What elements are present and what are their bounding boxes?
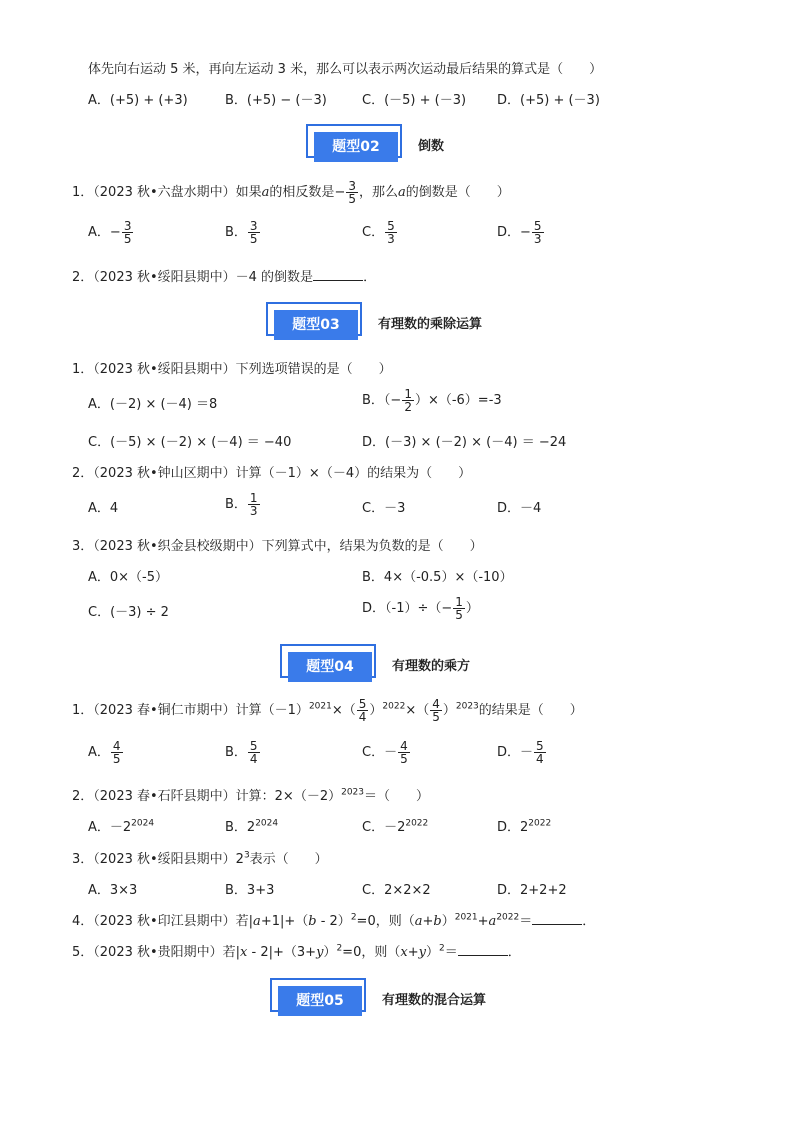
s03-question-2: 2．（2023 秋•钟山区期中）计算（－1）×（－4）的结果为（ ）	[72, 466, 472, 481]
fraction: $\frac{3}{5}$	[348, 179, 356, 206]
s04-question-5: 5．（2023 秋•贵阳期中）若$|x - 2|+(3+y)^2=0$，则$(x+y)^2=$ ．	[72, 943, 521, 960]
section-tag: 题型05	[278, 986, 362, 1016]
section-title: 有理数的乘除运算	[378, 317, 483, 332]
s04-q1-option-c: C．－ $\frac{4}{5}$	[362, 739, 408, 766]
section-tag: 题型03	[274, 310, 358, 340]
s04-q1-option-d: D．－ $\frac{5}{4}$	[497, 739, 544, 766]
s02-q1-option-b: B． $\frac{3}{5}$	[225, 219, 258, 246]
s03-q1-option-c: C．(－5) × (－2) × (－4) ＝ −40	[88, 435, 292, 450]
s04-q2-option-d: D．$2^{2022}$	[497, 818, 552, 835]
s04-question-2: 2．（2023 春•石阡县期中）计算：$2\times(-2)^{2023}=$（ ）	[72, 787, 430, 804]
s02-question-1: 1．（2023 秋•六盘水期中）如果a的相反数是− $\frac{3}{5}$ ，那么a的倒数是（ ）	[72, 179, 510, 206]
s03-q1-option-b: B．（− $\frac{1}{2}$ ）×（-6）=-3	[362, 387, 502, 414]
s02-q1-option-a: A．− $\frac{3}{5}$	[88, 219, 132, 246]
section-tag: 题型04	[288, 652, 372, 682]
s03-q3-option-b: B．4×（-0.5）×（-10）	[362, 570, 513, 585]
s03-q1-option-a: A．(－2) × (－4) ＝8	[88, 397, 218, 412]
intro-option-d: D．(+5) + (－3)	[497, 93, 600, 108]
s02-q1-option-d: D．− $\frac{5}{3}$	[497, 219, 542, 246]
intro-option-b: B．(+5) − (－3)	[225, 93, 327, 108]
section-tag: 题型02	[314, 132, 398, 162]
s04-q3-option-c: C．2×2×2	[362, 883, 431, 898]
s04-question-3: 3．（2023 秋•绥阳县期中）$2^3$表示（ ）	[72, 850, 328, 867]
s03-q2-option-c: C．－3	[362, 501, 406, 516]
s04-q2-option-a: A．$-2^{2024}$	[88, 818, 155, 835]
section-title: 有理数的乘方	[392, 659, 471, 674]
s04-question-1: 1．（2023 春•铜仁市期中）计算$(-1)^{2021}\times$（ $\frac{5}{4}$ ）$^{2022}$×（ $\frac{4}{5}$ ）$^{2023}$的结果是（ ）	[72, 697, 583, 724]
s04-q1-option-a: A． $\frac{4}{5}$	[88, 739, 121, 766]
intro-option-c: C．(－5) + (－3)	[362, 93, 467, 108]
s02-question-2: 2．（2023 秋•绥阳县期中）－4 的倒数是 ．	[72, 270, 377, 285]
s03-q3-option-d: D．（-1）÷（− $\frac{1}{5}$ ）	[362, 595, 479, 622]
s04-q3-option-a: A．3×3	[88, 883, 138, 898]
intro-option-a: A．(+5) + (+3)	[88, 93, 188, 108]
s04-question-4: 4．（2023 秋•印江县期中）若|a+1|+（b - 2）$^2$=0，则$(a+b)^{2021}+a^{2022}=$ ．	[72, 912, 596, 929]
intro-question: 体先向右运动 5 米，再向左运动 3 米，那么可以表示两次运动最后结果的算式是（ ）	[88, 62, 603, 77]
s04-q2-option-c: C．$-2^{2022}$	[362, 818, 429, 835]
s04-q2-option-b: B．$2^{2024}$	[225, 818, 279, 835]
s03-question-3: 3．（2023 秋•织金县校级期中）下列算式中，结果为负数的是（ ）	[72, 539, 483, 554]
section-title: 倒数	[418, 139, 445, 154]
s04-q3-option-b: B．3+3	[225, 883, 275, 898]
s03-q2-option-d: D．－4	[497, 501, 542, 516]
section-title: 有理数的混合运算	[382, 993, 487, 1008]
answer-blank	[458, 943, 508, 956]
s03-q2-option-a: A．4	[88, 501, 119, 516]
answer-blank	[532, 912, 582, 925]
s03-q1-option-d: D．(－3) × (－2) × (－4) ＝ −24	[362, 435, 567, 450]
s04-q1-option-b: B． $\frac{5}{4}$	[225, 739, 258, 766]
s03-q2-option-b: B． $\frac{1}{3}$	[225, 491, 258, 518]
s04-q3-option-d: D．2+2+2	[497, 883, 567, 898]
s02-q1-option-c: C． $\frac{5}{3}$	[362, 219, 395, 246]
s03-question-1: 1．（2023 秋•绥阳县期中）下列选项错误的是（ ）	[72, 362, 392, 377]
s03-q3-option-c: C．(－3) ÷ 2	[88, 605, 169, 620]
s03-q3-option-a: A．0×（-5）	[88, 570, 169, 585]
answer-blank	[313, 268, 363, 281]
